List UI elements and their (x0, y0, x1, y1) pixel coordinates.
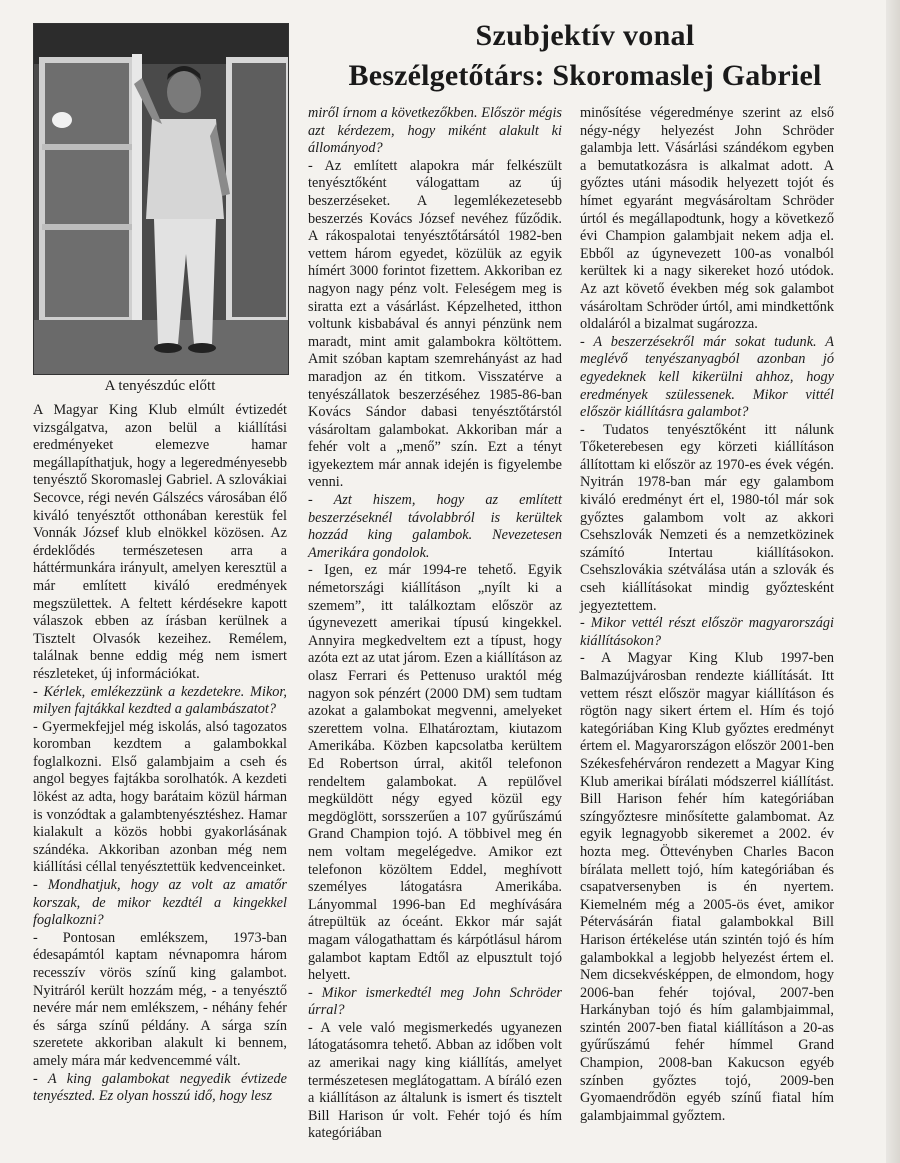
paragraph: A Magyar King Klub elmúlt évtizedét vizsgálgatva, azon belül a kiállítási eredményeket elemezve hamar megállapíthatjuk, hogy a legeredményesebb tenyésztő Skoromaslej Gabriel. A szlovákiai Secovce, régi nevén Gálszécs városában élő kiváló tenyésztőt otthonában kerestük fel Vonnák József klub elnökkel közösen. Az érdeklődés természetesen arra a háttérmunkára irányult, amelyen keresztül a már említett kiváló eredmények megszülettek. A feltett kérdésekre kapott válaszok ebben az írásban kerülnek a Tisztelt Olvasók kezeihez. Remélem, találnak benne eddig még nem ismert részleteket, új információkat. (33, 402, 287, 682)
photo-caption: A tenyészdúc előtt (104, 378, 216, 394)
interview-answer: - Igen, ez már 1994-re tehető. Egyik németországi kiállításon „nyílt ki a szemem”, itt találkoztam először az úgynevezett amerikai típusú kingekkel. Annyira megkedveltem ezt a típust, hogy azóta ezt az utat járom. Ezen a kiállításon az olasz Ferrari és Pettenuso uraktól még nagyon sok pénzért (2000 DM) sem tudtam azokat a galambokat megvenni, amelyeket szerettem volna. Elhatároztam, kiutazom Amerikába. Közben kapcsolatba kerültem Ed Robertson úrral, akitől telefonon rendeltem galambokat. A repülővel megküldött négy egyed közül egy megdöglött, sorsszerűen a 107 gyűrűszámú Grand Champion tojó. A többivel meg én nem voltam megelégedve. Amikor ezt telefonon közöltem Eddel, meghívott személyes látogatásra Amerikába. Lányommal 1996-ban Ed meghívására átrepültük az óceánt. Ekkor már saját magam válogathattam és kárpótlásul három galambot kaptam Edtől az elpusztult tojó helyett. (308, 562, 562, 984)
interview-answer: minősítése végeredménye szerint az első négy-négy helyezést John Schröder galambja lett. Vásárlási szándékom egyben a bemutatkozásra is alkalmat adott. A győztes utáni második helyezett tojót és hímet egyaránt megvásároltam Schröder úrtól és megállapodtunk, hogy a következő évi Champion galambjait nekem adja el. Ebből az úgynevezett 100-as vonalból kerültek ki a nagy sikereket hozó utódok. Az azt követő években még sok galambot vásároltam Schröder úrtól, ami mindkettőnk oldaláról a bizalmat sugározza. (580, 105, 834, 333)
interview-question: - Mondhatjuk, hogy az volt az amatőr korszak, de mikor kezdtél a kingekkel foglalkozni? (33, 877, 287, 929)
interview-answer: - Pontosan emlékszem, 1973-ban édesapámtól kaptam névnapomra három recesszív vörös színű king galambot. Nyitráról került hozzám még, - a tenyésztő nevére már nem emlékszem, - néhány fehér és sárga színű példány. A sárga szín szeretete akkoriban alakult ki bennem, amely mára már kedvencemmé vált. (33, 929, 287, 1069)
interview-question: miről írnom a következőkben. Először mégis azt kérdezem, hogy miként alakult ki állományod? (308, 105, 562, 157)
interview-answer: - Az említett alapokra már felkészült tenyésztőként válogattam az új beszerzéseket. A legemlékezetesebb beszerzés Kovács József nevéhez fűződik. A rákospalotai tenyésztőtársától 1982-ben vettem három egyedet, közülük az egyik hímért 3000 forintot fizettem. Akkoriban ez nagyon nagy pénz volt. Feleségem meg is siratta ezt a vásárlást. Képzelheted, itthon voltunk kisbabával és annyi pénzünk nem maradt, mint amit galambokra költöttem. Amit szóban kaptam szemrehányást az had maradjon az én titkom. Visszatérve a tenyészállatok beszerzéséhez 1985-86-ban Kovács Sándor dabasi tenyésztőtárstól vásároltam galambokat. Akkoriban már a fehér volt a „menő” szín. Ezt a tényt igyekeztem már annak idején is figyelembe venni. (308, 157, 562, 491)
interview-question: - Azt hiszem, hogy az említett beszerzéseknél távolabbról is kerültek hozzád king galambok. Nevezetesen Amerikára gondolok. (308, 492, 562, 561)
interview-question: - Mikor ismerkedtél meg John Schröder úrral? (308, 984, 562, 1019)
interview-answer: - A Magyar King Klub 1997-ben Balmazújvárosban rendezte kiállítását. Itt vettem részt először magyar kiállításon és rögtön nagy sikert értem el. Hím és tojó kategóriában King Klub győztes eredményt értem el. Magyarországon először 2001-ben Székesfehérváron rendezett a Magyar King Klub amerikai bírálati módszerrel kiállítást. Bill Harison fehér hím kategóriában színgyőztesre minősítette galambomat. Az egyik legnagyobb sikeremet a 2002. év hozta meg. Öttevényben Charles Bacon bírálata mellett tojó, hím kategóriában és csapatversenyben is én nyertem. Kiemelném még a 2005-ös évet, amikor Pétervásárán fiatal galambokkal Bill Harison értékelése után szintén tojó és hím galambokkal a legjobb helyezést értem el. Nem dicsekvésképpen, de elmondom, hogy 2006-ban fehér tojóval, 2007-ben Harkányban tojó és hím galambjaimmal, szintén 2007-ben fiatal kiállításon a 20-as gyűrűszámú fehér hímmel Grand Champion, 2008-ban Kakucson egyéb színben győztes tojó, 2009-ben Gyomaendrődön egyéb színű fiatal hím galambjaimmal győztem. (580, 650, 834, 1124)
interview-question: - A king galambokat negyedik évtizede tenyészted. Ez olyan hosszú idő, hogy lesz (33, 1070, 287, 1105)
article-subtitle: Beszélgetőtárs: Skoromaslej Gabriel (348, 59, 822, 92)
interview-question: - Kérlek, emlékezzünk a kezdetekre. Mikor, milyen fajtákkal kezdted a galambászatot? (33, 683, 287, 718)
breeder-photo (33, 23, 289, 375)
interview-answer: - Tudatos tenyésztőként itt nálunk Tőketerebesen egy körzeti kiállításon állítottam ki először az 1970-es évek végén. Nyitrán 1978-ban már egy galambom kiváló eredményt ért el, 1980-tól már sok győztes galambom volt az akkori Csehszlovák Nemzeti és a nemzetközinek számító Intertau kiállításokon. Csehszlovákia szétválása után a szlovák és cseh kiállításokat mindig győztesként jegyeztettem. (580, 421, 834, 614)
interview-question: - A beszerzésekről már sokat tudunk. A meglévő tenyészanyagból azonban jó egyedeknek kell kikerülni ahhoz, hogy eredmények szülessenek. Mikor vittél először kiállításra galambot? (580, 333, 834, 421)
article-title: Szubjektív vonal (475, 19, 695, 52)
interview-question: - Mikor vettél részt először magyarországi kiállításokon? (580, 615, 834, 649)
text-column-1 (33, 402, 287, 1106)
breeder-photo-illustration (34, 24, 288, 374)
page-edge (886, 0, 900, 1163)
interview-answer: - A vele való megismerkedés ugyanezen látogatásomra tehető. Abban az időben volt az amerikai nagy king kiállítás, amelyet természetesen meglátogattam. A bíráló ezen a kiállításon az általunk is ismert és tisztelt Bill Harison úr volt. Fehér tojó és hím kategóriában (308, 1019, 562, 1142)
article-header (300, 14, 870, 94)
text-column-2 (308, 105, 562, 1143)
interview-answer: - Gyermekfejjel még iskolás, alsó tagozatos koromban kezdtem a galambokkal foglalkozni. Első galambjaim a cseh és angol begyes fajtákba sorolhatók. A kezdeti lökést az adta, hogy barátaim közül hárman is vonzódtak a galambtenyésztéshez. Hamar kialakult a közös hobbi gyakorlásának szándéka. Akkoriban azonban még nem kiállítási céllal tenyésztettük kedvenceinket. (33, 718, 287, 876)
text-column-3 (580, 105, 834, 1125)
